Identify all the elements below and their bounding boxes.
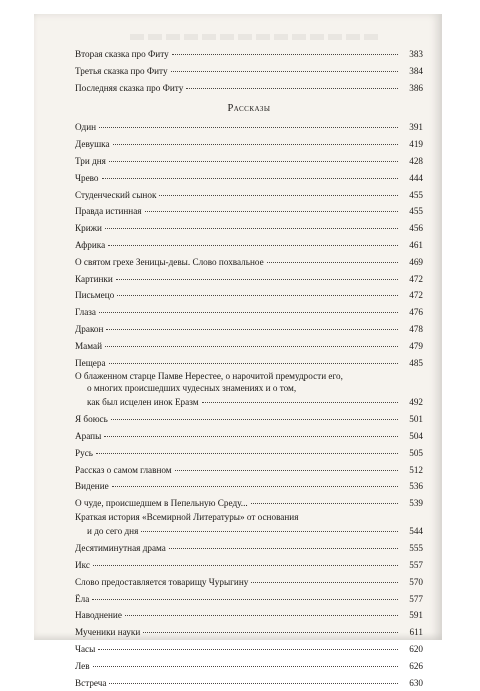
toc-entry-title: Последняя сказка про Фиту: [75, 82, 184, 93]
toc-entry: [75, 428, 423, 445]
toc-entry-line: [75, 557, 423, 574]
toc-page-number: 557: [409, 560, 423, 571]
toc-entry-title: Правда истинная: [75, 206, 142, 217]
toc-entry-line: [75, 641, 423, 658]
toc-page-number: 611: [409, 627, 423, 638]
toc-entry-title: Арапы: [75, 430, 102, 441]
dot-leader: [113, 143, 398, 145]
dot-leader: [267, 261, 398, 263]
toc-entry-line: [75, 220, 423, 237]
toc-page-number: 505: [409, 447, 423, 458]
toc-page-number: 383: [409, 49, 423, 59]
toc-entry-line: [75, 63, 423, 80]
toc-entry-line: [75, 237, 423, 254]
toc-entry-line: [75, 478, 423, 495]
toc-entry-title: Крижи: [75, 223, 102, 234]
dot-leader: [202, 401, 398, 403]
toc-page-number: 577: [409, 593, 423, 604]
dot-leader: [99, 126, 398, 128]
toc-page-number: 472: [409, 290, 423, 301]
dot-leader: [171, 70, 398, 72]
toc-entry-title: Рассказ о самом главном: [75, 464, 172, 475]
toc-entry-line: [75, 170, 423, 187]
toc-entry: [75, 338, 423, 355]
dot-leader: [96, 452, 398, 454]
toc-page-number: 419: [409, 139, 423, 150]
dot-leader: [159, 194, 398, 196]
toc-entry-title: Письмецо: [75, 290, 115, 301]
dot-leader: [102, 177, 398, 179]
toc-entry: [75, 254, 423, 271]
dot-leader: [106, 328, 398, 330]
toc-page-number: 455: [409, 189, 423, 200]
toc-page-number: 504: [409, 430, 423, 441]
toc-entry-line: [75, 591, 423, 608]
dot-leader: [109, 160, 398, 162]
toc-entry-title: Глаза: [75, 307, 96, 318]
toc-entry-line: [75, 462, 423, 479]
toc-entry: [75, 203, 423, 220]
toc-page-number: 555: [409, 543, 423, 554]
toc-entry: [75, 540, 423, 557]
toc-entry: [75, 136, 423, 153]
toc-entry-line: [75, 445, 423, 462]
toc-entry-title: Встреча: [75, 677, 107, 688]
toc-entry: [75, 187, 423, 204]
toc-entry-line: [75, 371, 423, 383]
toc-page-number: 501: [409, 414, 423, 425]
toc-entry-line: [75, 675, 423, 691]
dot-leader: [172, 53, 398, 55]
toc-entry-line: [75, 355, 423, 372]
toc-entry: [75, 237, 423, 254]
toc-entry: [75, 658, 423, 675]
dot-leader: [251, 581, 398, 583]
toc-entry: [75, 495, 423, 512]
toc-entry-line: [75, 540, 423, 557]
toc-entry: [75, 153, 423, 170]
toc-page-number: 539: [409, 498, 423, 509]
toc-entry-title: Девушка: [75, 139, 110, 150]
toc-entry-line: [75, 80, 423, 97]
toc-entry-line: [75, 658, 423, 675]
toc-entry-line: [75, 119, 423, 136]
toc-entry: [75, 80, 423, 97]
toc-page-number: 626: [409, 660, 423, 671]
dot-leader: [109, 682, 398, 684]
dot-leader: [143, 631, 398, 633]
section-entries: [75, 119, 423, 691]
toc-page-number: 476: [409, 307, 423, 318]
toc-entry: [75, 371, 423, 411]
toc-entry-title: Чрево: [75, 172, 99, 183]
dot-leader: [116, 278, 398, 280]
dot-leader: [169, 547, 398, 549]
dot-leader: [108, 244, 398, 246]
dot-leader: [92, 598, 398, 600]
toc-page-number: 492: [409, 397, 423, 408]
toc-entry-line: [75, 287, 423, 304]
toc-entry-title: Третья сказка про Фиту: [75, 65, 168, 76]
toc-entry-line: [75, 46, 423, 63]
toc-page-number: 536: [409, 481, 423, 492]
toc-entry-title: Видение: [75, 481, 109, 492]
toc-entry-line: [75, 411, 423, 428]
toc-entry: [75, 445, 423, 462]
toc-entry-title: Наводнение: [75, 610, 122, 621]
toc-entry-title: Икс: [75, 560, 90, 571]
toc-entry-line: [75, 321, 423, 338]
toc-page-number: 630: [409, 677, 423, 688]
toc-entry: [75, 46, 423, 63]
toc-entry: [75, 63, 423, 80]
toc-entry-title: Слово предоставляется товарищу Чурыгину: [75, 576, 249, 587]
toc-entry: [75, 287, 423, 304]
dot-leader: [186, 87, 398, 89]
toc-entry-title: Мамай: [75, 340, 102, 351]
toc-entry-title: Три дня: [75, 155, 106, 166]
toc-entry: [75, 271, 423, 288]
toc-entry-title: Я боюсь: [75, 414, 108, 425]
top-entries: [75, 46, 423, 96]
toc-entry: [75, 512, 423, 540]
toc-page-number: 386: [409, 82, 423, 93]
dot-leader: [112, 485, 398, 487]
toc-entry-title: Краткая история «Всемирной Литературы» от основания: [75, 511, 299, 522]
toc-page-number: 620: [409, 644, 423, 654]
toc-entry-title: Студенческий сынок: [75, 189, 157, 200]
dot-leader: [251, 502, 398, 504]
toc-page-number: 478: [409, 323, 423, 334]
toc-page-number: 591: [409, 610, 423, 621]
dot-leader: [109, 362, 398, 364]
toc-entry-line: [75, 495, 423, 512]
toc-entry-title: Лев: [75, 660, 90, 671]
toc-entry-title: О святом грехе Зеницы-девы. Слово похвальное: [75, 256, 264, 267]
dot-leader: [93, 665, 398, 667]
toc-entry: [75, 304, 423, 321]
toc-page-number: 384: [409, 65, 423, 76]
dot-leader: [93, 564, 398, 566]
toc-page-number: 512: [409, 464, 423, 475]
dot-leader: [141, 530, 398, 532]
toc-entry-title: Дракон: [75, 323, 104, 334]
toc-entry-line: [75, 304, 423, 321]
toc-entry-line: [75, 271, 423, 288]
toc-entry-title: Русь: [75, 447, 93, 458]
toc-entry-line: [75, 153, 423, 170]
toc-page-number: 444: [409, 172, 423, 183]
toc-page-number: 461: [409, 239, 423, 250]
toc-entry-title: Десятиминутная драма: [75, 543, 166, 554]
bleed-through-text: [130, 34, 380, 40]
dot-leader: [105, 345, 398, 347]
toc-page-number: 485: [409, 357, 423, 368]
dot-leader: [99, 311, 398, 313]
toc-entry-title: Картинки: [75, 273, 113, 284]
toc-entry: [75, 557, 423, 574]
dot-leader: [111, 418, 398, 420]
dot-leader: [175, 469, 398, 471]
toc-entry: [75, 607, 423, 624]
toc-entry: [75, 574, 423, 591]
toc-entry-line: [75, 607, 423, 624]
toc-entry-line: [75, 383, 423, 395]
dot-leader: [125, 614, 398, 616]
toc-page-number: 472: [409, 273, 423, 284]
toc-entry-line: [75, 574, 423, 591]
toc-entry: [75, 119, 423, 136]
toc-entry: [75, 321, 423, 338]
toc-entry: [75, 170, 423, 187]
toc-entry-title: Пещера: [75, 357, 106, 368]
toc-entry: [75, 591, 423, 608]
toc-page-number: 544: [409, 526, 423, 537]
table-of-contents: [75, 46, 423, 691]
toc-entry: [75, 355, 423, 372]
toc-entry-title: о многих происшедших чудесных знамениях и о том,: [87, 382, 297, 393]
toc-page-number: 570: [409, 576, 423, 587]
toc-page-number: 391: [409, 122, 423, 133]
toc-page-number: 428: [409, 155, 423, 166]
toc-entry: [75, 624, 423, 641]
toc-entry-line: [75, 203, 423, 220]
toc-entry-title: О чуде, происшедшем в Пепельную Среду...: [75, 498, 248, 509]
toc-entry-line: [75, 136, 423, 153]
toc-entry-line: [75, 523, 423, 540]
toc-entry-line: [75, 338, 423, 355]
toc-page-number: 469: [409, 256, 423, 267]
dot-leader: [117, 294, 398, 296]
dot-leader: [105, 227, 398, 229]
toc-entry-title: О блаженном старце Памве Нерестее, о нарочитой премудрости его,: [75, 371, 343, 382]
toc-entry-line: [75, 512, 423, 524]
toc-entry-line: [75, 624, 423, 641]
toc-entry: [75, 462, 423, 479]
toc-entry-title: Ёла: [75, 593, 90, 604]
toc-entry-title: и до сего дня: [87, 526, 139, 537]
toc-entry: [75, 478, 423, 495]
toc-entry: [75, 220, 423, 237]
dot-leader: [104, 435, 398, 437]
toc-entry-title: Вторая сказка про Фиту: [75, 49, 169, 59]
toc-page-number: 455: [409, 206, 423, 217]
section-title: Рассказы: [227, 103, 271, 115]
toc-entry: [75, 641, 423, 658]
toc-entry-title: Африка: [75, 239, 106, 250]
toc-entry-line: [75, 254, 423, 271]
toc-entry-line: [75, 187, 423, 204]
toc-entry-title: Мученики науки: [75, 627, 141, 638]
toc-entry-line: [75, 394, 423, 411]
toc-page-number: 479: [409, 340, 423, 351]
toc-entry: [75, 675, 423, 691]
toc-entry-title: как был исцелен инок Еразм: [87, 397, 199, 408]
toc-entry-title: Часы: [75, 644, 96, 654]
toc-entry: [75, 411, 423, 428]
toc-entry-line: [75, 428, 423, 445]
toc-page-number: 456: [409, 223, 423, 234]
toc-entry-title: Один: [75, 122, 97, 133]
dot-leader: [145, 210, 398, 212]
